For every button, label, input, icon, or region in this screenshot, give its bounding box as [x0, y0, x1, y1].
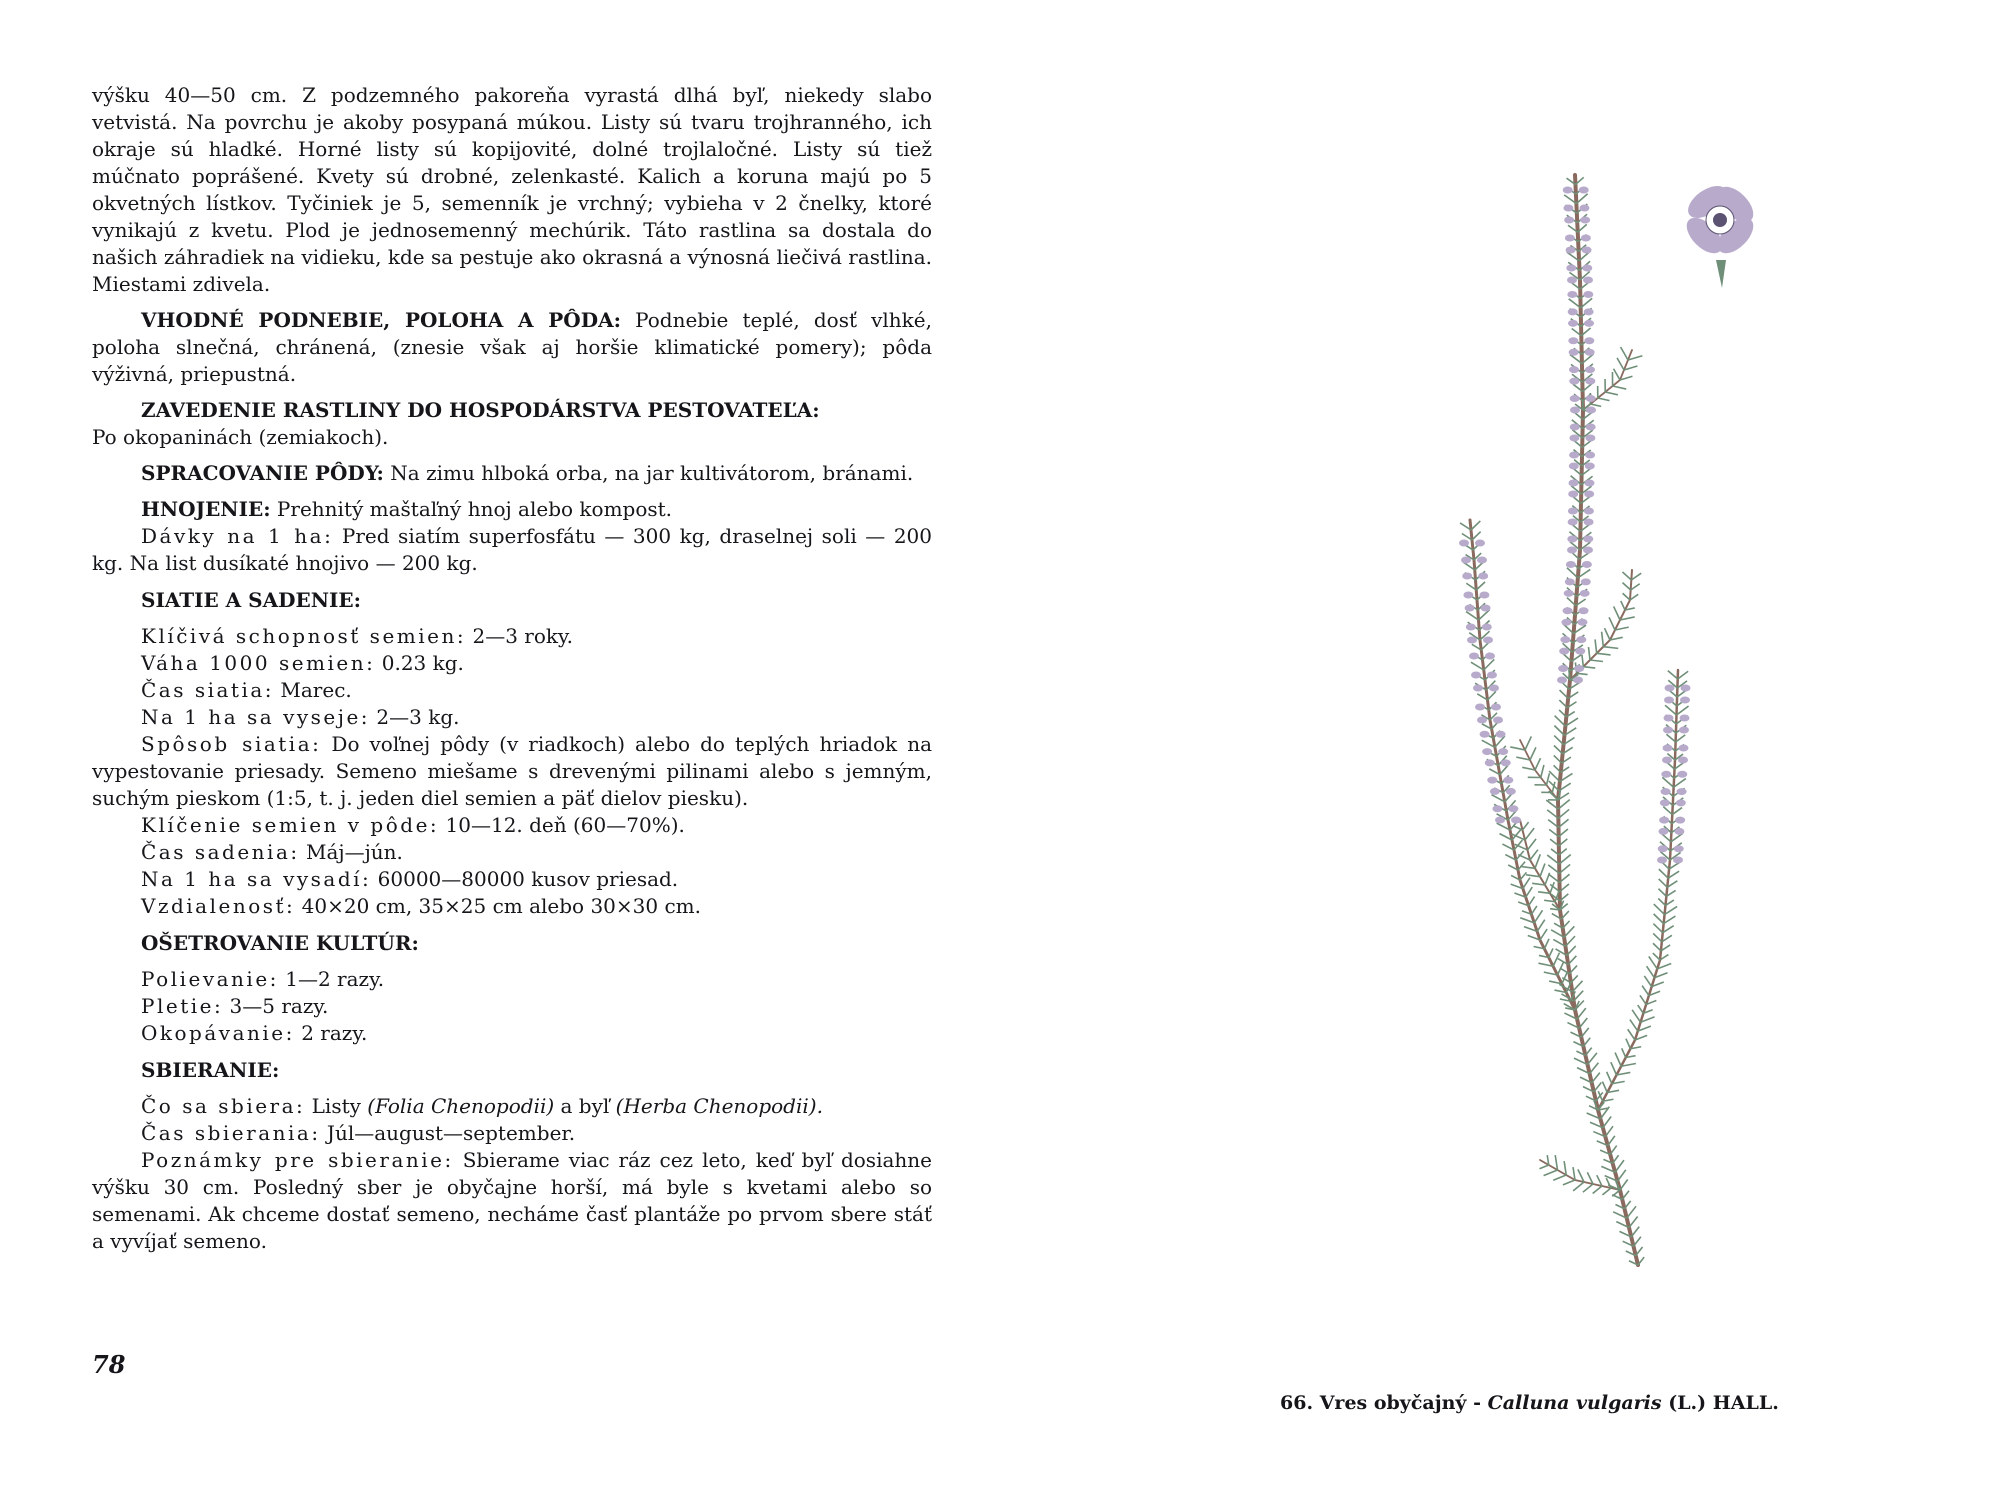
sowing-item-value: Máj—jún. [299, 840, 403, 864]
sowing-item [92, 677, 932, 704]
page-number: 78 [92, 1350, 126, 1379]
sowing-item-label: Na 1 ha sa vyseje: [141, 705, 371, 729]
sowing-item [92, 731, 932, 812]
harvest-time-label: Čas sbierania: [141, 1121, 321, 1145]
sowing-heading: SIATIE A SADENIE: [141, 588, 361, 612]
introduction-text: Po okopaninách (zemiakoch). [92, 425, 389, 449]
sowing-item-label: Čas siatia: [141, 678, 275, 702]
sowing-item-value: 10—12. deň (60—70%). [439, 813, 685, 837]
care-item [92, 1020, 932, 1047]
intro-paragraph: výšku 40—50 cm. Z podzemného pakoreňa vyrastá dlhá byľ, niekedy slabo vetvistá. Na povrchu je akoby posypaná múkou. Listy sú tvaru trojhranného, ich okraje sú hladké. Horné listy sú kopijovité, dolné trojlaločné. Listy sú tiež múčnato poprášené. Kvety sú drobné, zelenkasté. Kalich a koruna majú po 5 okvetných lístkov. Tyčiniek je 5, semenník je vrchný; vybieha v 2 čnelky, ktoré vynikajú z kvetu. Plod je jednosemenný mechúrik. Táto rastlina sa dostala do našich záhradiek na vidieku, kde sa pestuje ako okrasná a výnosná liečivá rastlina. Miestami zdivela. [92, 83, 933, 296]
sowing-item-value: 2—3 roky. [466, 624, 573, 648]
sowing-item-label: Klíčivá schopnosť semien: [141, 624, 467, 648]
left-page-text [92, 82, 932, 1255]
fertilization-text: Prehnitý maštaľný hnoj alebo kompost. [270, 497, 673, 521]
harvest-what-label: Čo sa sbiera: [141, 1094, 306, 1118]
caption-latin-name: Calluna vulgaris [1487, 1392, 1662, 1414]
sowing-item [92, 866, 932, 893]
harvest-notes-label: Poznámky pre sbieranie: [141, 1148, 454, 1172]
sowing-item-label: Váha 1000 semien: [141, 651, 376, 675]
harvest-notes [92, 1147, 932, 1255]
soil-paragraph [92, 460, 932, 487]
harvest-heading: SBIERANIE: [141, 1058, 280, 1082]
sowing-item-value: Do voľnej pôdy (v riadkoch) alebo do teplých hriadok na vypestovanie priesady. Semeno miešame s drevenými pilinami alebo s jemným, suchým pieskom (1:5, t. j. jeden diel semien a päť dielov piesku). [92, 732, 932, 810]
sowing-item-value: Marec. [274, 678, 352, 702]
caption-separator: - [1466, 1392, 1488, 1414]
sowing-item [92, 623, 932, 650]
care-item [92, 993, 932, 1020]
sowing-item-value: 40×20 cm, 35×25 cm alebo 30×30 cm. [295, 894, 701, 918]
care-item [92, 966, 932, 993]
fertilization-paragraph [92, 496, 932, 523]
fertilization-dose [92, 523, 932, 577]
care-item-label: Okopávanie: [141, 1021, 295, 1045]
care-heading: OŠETROVANIE KULTÚR: [141, 931, 419, 955]
sowing-item [92, 704, 932, 731]
harvest-list [92, 1093, 932, 1255]
caption-name: Vres obyčajný [1319, 1392, 1467, 1414]
sowing-item [92, 812, 932, 839]
sowing-item-label: Spôsob siatia: [141, 732, 322, 756]
sowing-item-label: Na 1 ha sa vysadí: [141, 867, 372, 891]
climate-paragraph [92, 307, 932, 388]
harvest-time [92, 1120, 932, 1147]
care-item-value: 1—2 razy. [278, 967, 385, 991]
harvest-time-text: Júl—august—september. [320, 1121, 576, 1145]
climate-heading: VHODNÉ PODNEBIE, POLOHA A PÔDA: [141, 308, 621, 332]
care-item-label: Polievanie: [141, 967, 279, 991]
sowing-list [92, 623, 932, 920]
introduction-heading: ZAVEDENIE RASTLINY DO HOSPODÁRSTVA PESTOVATEĽA: [141, 398, 820, 422]
sowing-item-value: 2—3 kg. [370, 705, 460, 729]
sowing-item [92, 839, 932, 866]
sowing-item-label: Klíčenie semien v pôde: [141, 813, 440, 837]
care-list [92, 966, 932, 1047]
harvest-what [92, 1093, 932, 1120]
soil-heading: SPRACOVANIE PÔDY: [141, 461, 384, 485]
harvest-notes-text: Sbierame viac ráz cez leto, keď byľ dosiahne výšku 30 cm. Posledný sber je obyčajne horší, má byle s kvetami alebo so semenami. Ak chceme dostať semeno, necháme časť plantáže po prvom sbere stáť a vyvíjať semeno. [92, 1148, 932, 1253]
heather-plant-illustration [1370, 80, 1790, 1310]
care-item-label: Pletie: [141, 994, 224, 1018]
sowing-item-value: 0.23 kg. [375, 651, 464, 675]
climate-text: Podnebie teplé, dosť vlhké, poloha slnečná, chránená, (znesie však aj horšie klimatické pomery); pôda výživná, priepustná. [92, 308, 932, 386]
harvest-what-text-2: a byľ [554, 1094, 616, 1118]
harvest-what-text: Listy [305, 1094, 368, 1118]
flower-detail [1680, 180, 1759, 288]
soil-text: Na zimu hlboká orba, na jar kultivátorom, bránami. [383, 461, 914, 485]
caption-author: (L.) HALL. [1661, 1392, 1779, 1414]
sowing-item-label: Vzdialenosť: [141, 894, 296, 918]
dose-label: Dávky na 1 ha: [141, 524, 334, 548]
care-item-value: 2 razy. [294, 1021, 368, 1045]
sowing-item-label: Čas sadenia: [141, 840, 300, 864]
plant-flowers [1459, 187, 1691, 864]
sowing-item [92, 893, 932, 920]
dose-text: Pred siatím superfosfátu — 300 kg, draselnej soli — 200 kg. Na list dusíkaté hnojivo — 200 kg. [92, 524, 932, 575]
caption-number: 66. [1280, 1392, 1314, 1414]
care-item-value: 3—5 razy. [223, 994, 329, 1018]
harvest-latin-folia: (Folia Chenopodii) [367, 1094, 555, 1118]
sowing-item-value: 60000—80000 kusov priesad. [371, 867, 679, 891]
figure-caption [1280, 1392, 1779, 1414]
sowing-item [92, 650, 932, 677]
harvest-latin-herba: (Herba Chenopodii). [615, 1094, 823, 1118]
fertilization-heading: HNOJENIE: [141, 497, 271, 521]
introduction-heading-line [92, 397, 932, 424]
